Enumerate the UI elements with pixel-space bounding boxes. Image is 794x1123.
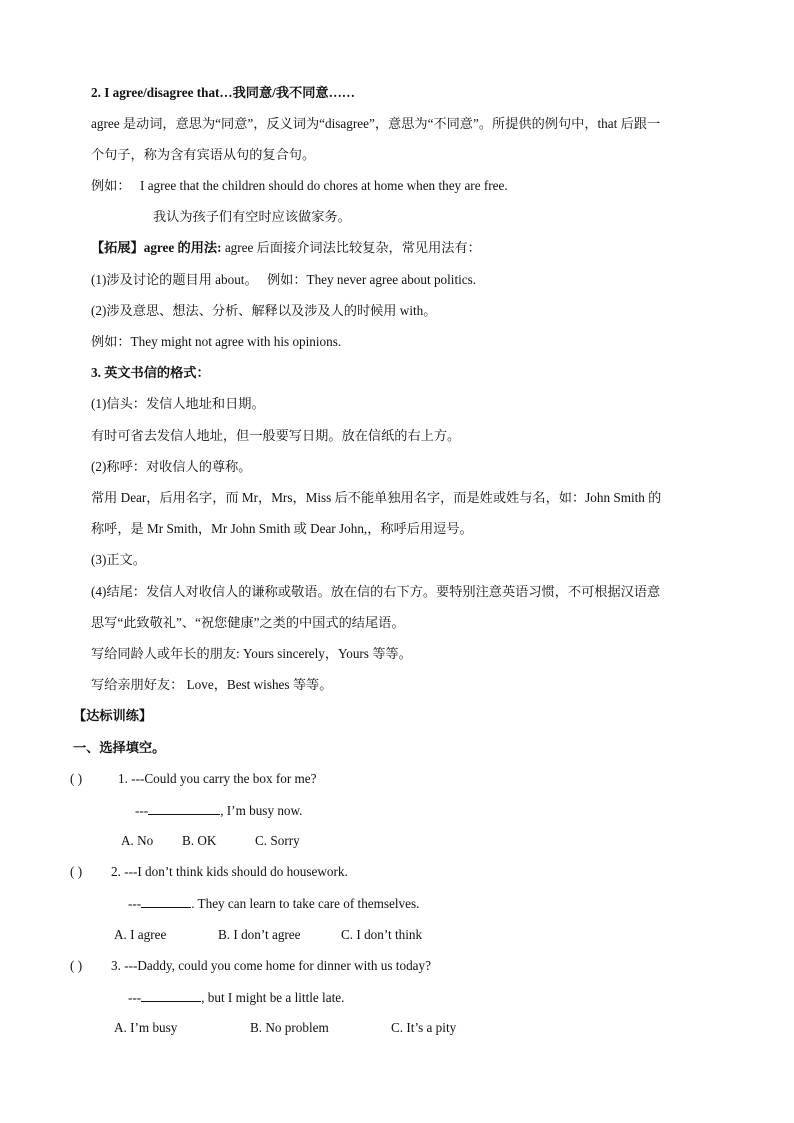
extension-item-1 — [91, 272, 476, 288]
example-label: 例如： — [91, 178, 131, 193]
question-2-reply — [128, 895, 419, 912]
extension-item-2: (2)涉及意思、想法、分析、解释以及涉及人的时候用 with。 — [91, 303, 437, 318]
letter-format-line-5: 称呼，是 Mr Smith，Mr John Smith 或 Dear John,，称呼后用逗号。 — [91, 521, 473, 536]
question-3-answer-paren[interactable]: ( ) — [70, 958, 83, 973]
question-3-reply-prefix: --- — [128, 990, 142, 1005]
extension-item-1-example: 例如：They never agree about politics. — [266, 272, 477, 287]
letter-format-line-9: 写给同龄人或年长的朋友: Yours sincerely，Yours 等等。 — [91, 646, 412, 661]
example-english: I agree that the children should do chores at home when they are free. — [140, 178, 508, 193]
extension-line — [91, 240, 481, 256]
question-2-option-a[interactable]: A. I agree — [114, 927, 167, 942]
question-3-blank[interactable] — [141, 989, 201, 1002]
extension-tag: 【拓展】agree 的用法: — [91, 240, 222, 255]
question-3-reply — [128, 989, 344, 1006]
question-3-reply-suffix: , but I might be a little late. — [201, 990, 345, 1005]
question-1-reply-suffix: , I’m busy now. — [220, 803, 303, 818]
question-2-answer-paren[interactable]: ( ) — [70, 864, 83, 879]
question-3-stem: 3. ---Daddy, could you come home for dinner with us today? — [111, 958, 431, 973]
section-3-heading: 3. 英文书信的格式： — [91, 365, 210, 380]
question-1-stem: 1. ---Could you carry the box for me? — [118, 771, 317, 786]
question-2-reply-prefix: --- — [128, 896, 142, 911]
letter-format-line-8: 思写“此致敬礼”、“祝您健康”之类的中国式的结尾语。 — [91, 615, 405, 630]
extension-item-2-example: 例如：They might not agree with his opinions. — [91, 334, 342, 349]
section-2-paragraph-line-1: agree 是动词，意思为“同意”，反义词为“disagree”，意思为“不同意”。所提供的例句中，that 后跟一 — [91, 116, 661, 131]
letter-format-line-7: (4)结尾：发信人对收信人的谦称或敬语。放在信的右下方。要特别注意英语习惯，不可根据汉语意 — [91, 584, 661, 599]
question-3-option-c[interactable]: C. It’s a pity — [391, 1020, 457, 1035]
section-2-paragraph-line-2: 个句子，称为含有宾语从句的复合句。 — [91, 147, 316, 162]
question-2-blank[interactable] — [141, 895, 191, 908]
example-chinese: 我认为孩子们有空时应该做家务。 — [153, 209, 351, 224]
question-1-blank[interactable] — [148, 802, 220, 815]
question-2-reply-suffix: . They can learn to take care of themselves. — [191, 896, 420, 911]
question-2-stem: 2. ---I don’t think kids should do housework. — [111, 864, 348, 879]
extension-text: agree 后面接介词法比较复杂，常见用法有： — [224, 240, 481, 255]
practice-tag: 【达标训练】 — [73, 708, 153, 723]
question-1-option-a[interactable]: A. No — [121, 833, 154, 848]
practice-part-1-heading: 一、选择填空。 — [73, 740, 166, 755]
letter-format-line-2: 有时可省去发信人地址，但一般要写日期。放在信纸的右上方。 — [91, 428, 461, 443]
extension-item-1-text: (1)涉及讨论的题目用 about。 — [91, 272, 258, 287]
question-2-option-b[interactable]: B. I don’t agree — [218, 927, 301, 942]
letter-format-line-4: 常用 Dear，后用名字，而 Mr，Mrs，Miss 后不能单独用名字，而是姓或姓与名，如：John Smith 的 — [91, 490, 662, 505]
letter-format-line-6: (3)正文。 — [91, 552, 146, 567]
section-2-heading: 2. I agree/disagree that…我同意/我不同意…… — [91, 85, 355, 100]
question-2-option-c[interactable]: C. I don’t think — [341, 927, 423, 942]
question-1-reply-prefix: --- — [135, 803, 149, 818]
letter-format-line-3: (2)称呼：对收信人的尊称。 — [91, 459, 252, 474]
question-1-option-c[interactable]: C. Sorry — [255, 833, 300, 848]
letter-format-line-10: 写给亲朋好友： Love，Best wishes 等等。 — [91, 677, 333, 692]
question-3-option-a[interactable]: A. I’m busy — [114, 1020, 178, 1035]
question-1-answer-paren[interactable]: ( ) — [70, 771, 83, 786]
letter-format-line-1: (1)信头：发信人地址和日期。 — [91, 396, 265, 411]
question-1-reply — [135, 802, 302, 819]
question-1-option-b[interactable]: B. OK — [182, 833, 217, 848]
question-3-option-b[interactable]: B. No problem — [250, 1020, 329, 1035]
